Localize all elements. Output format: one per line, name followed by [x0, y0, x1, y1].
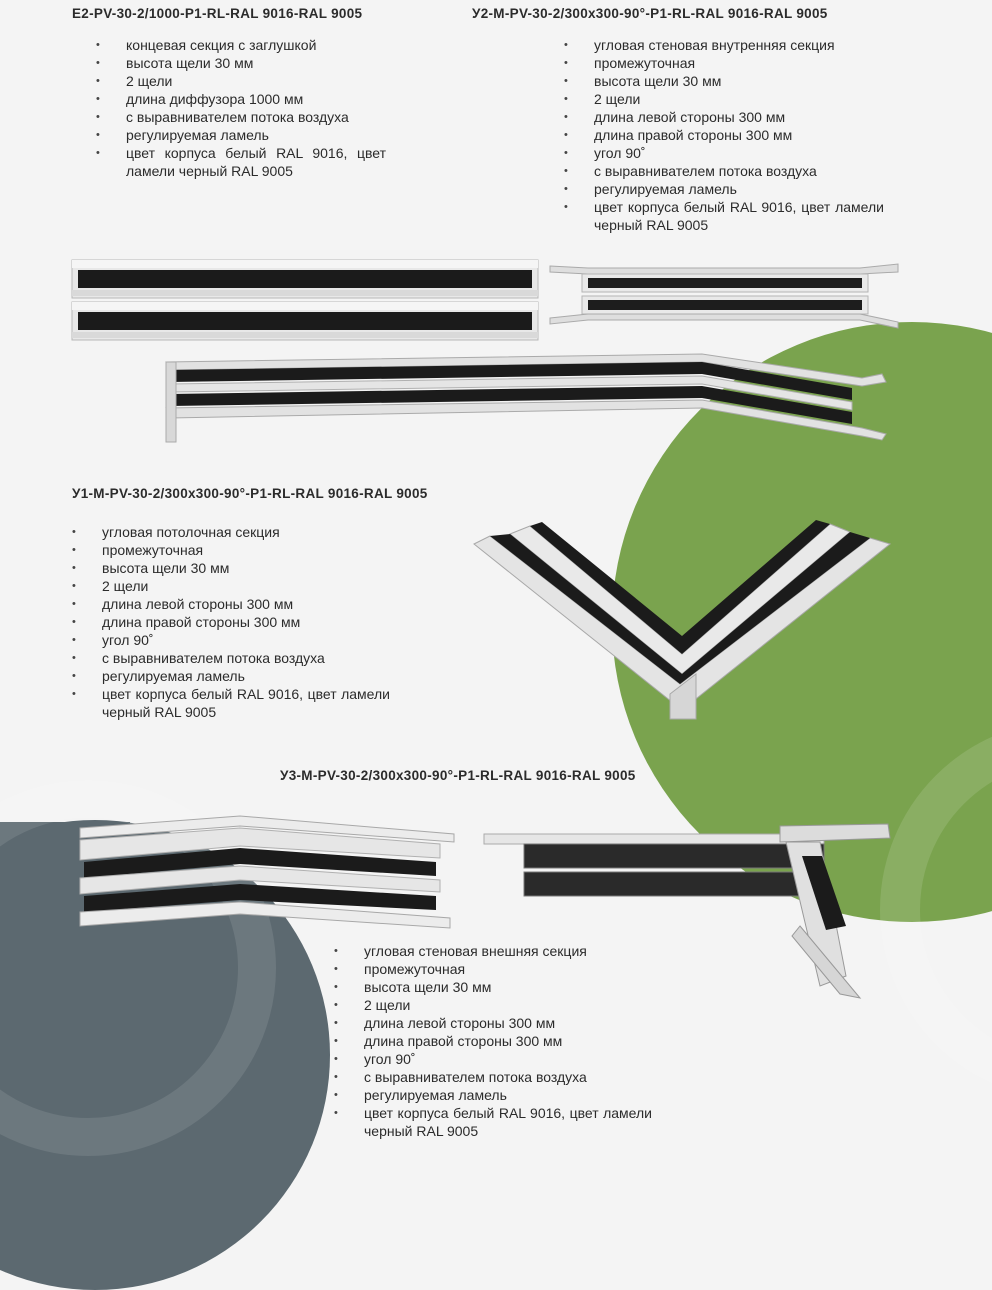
linear-diffuser-straight-image: [70, 252, 540, 344]
section-heading: E2-PV-30-2/1000-P1-RL-RAL 9016-RAL 9005: [72, 6, 363, 21]
section-heading: У2-M-PV-30-2/300x300-90°-P1-RL-RAL 9016-RAL 9005: [472, 6, 828, 21]
list-item: • с выравнивателем потока воздуха: [96, 108, 386, 126]
list-item: • угловая стеновая внутренняя секция: [564, 36, 884, 54]
list-item: • промежуточная: [334, 960, 652, 978]
list-item: • цвет корпуса белый RAL 9016, цвет ламели черный RAL 9005: [564, 198, 884, 234]
list-item: • 2 щели: [96, 72, 386, 90]
list-item: • угол 90˚: [564, 144, 884, 162]
list-item: • цвет корпуса белый RAL 9016, цвет ламели черный RAL 9005: [96, 144, 386, 180]
list-item: • длина левой стороны 300 мм: [72, 595, 390, 613]
list-item: • регулируемая ламель: [564, 180, 884, 198]
list-item: • длина левой стороны 300 мм: [564, 108, 884, 126]
list-item: • регулируемая ламель: [334, 1086, 652, 1104]
list-item: • регулируемая ламель: [96, 126, 386, 144]
section-u2: [472, 6, 902, 234]
list-item: • высота щели 30 мм: [334, 978, 652, 996]
list-item: • угловая стеновая внешняя секция: [334, 942, 652, 960]
feature-list: [334, 942, 652, 1140]
section-heading: У1-M-PV-30-2/300x300-90°-P1-RL-RAL 9016-RAL 9005: [72, 486, 428, 501]
list-item: • высота щели 30 мм: [96, 54, 386, 72]
list-item: • длина правой стороны 300 мм: [72, 613, 390, 631]
wall-outer-corner-front-image: [70, 814, 460, 944]
list-item: • с выравнивателем потока воздуха: [334, 1068, 652, 1086]
list-item: • длина диффузора 1000 мм: [96, 90, 386, 108]
feature-list: [564, 36, 884, 234]
list-item: • концевая секция с заглушкой: [96, 36, 386, 54]
list-item: • угол 90˚: [334, 1050, 652, 1068]
section-heading: У3-M-PV-30-2/300x300-90°-P1-RL-RAL 9016-RAL 9005: [280, 768, 636, 783]
list-item: • угловая потолочная секция: [72, 523, 390, 541]
list-item: • промежуточная: [72, 541, 390, 559]
list-item: • цвет корпуса белый RAL 9016, цвет ламели черный RAL 9005: [72, 685, 390, 721]
list-item: • длина правой стороны 300 мм: [564, 126, 884, 144]
wall-inner-corner-image: [548, 262, 900, 330]
list-item: • промежуточная: [564, 54, 884, 72]
list-item: • длина правой стороны 300 мм: [334, 1032, 652, 1050]
list-item: • высота щели 30 мм: [72, 559, 390, 577]
ceiling-corner-image: [470, 514, 900, 724]
list-item: • угол 90˚: [72, 631, 390, 649]
list-item: • 2 щели: [564, 90, 884, 108]
wall-inner-corner-long-image: [162, 348, 892, 444]
list-item: • 2 щели: [334, 996, 652, 1014]
list-item: • регулируемая ламель: [72, 667, 390, 685]
list-item: • высота щели 30 мм: [564, 72, 884, 90]
list-item: • с выравнивателем потока воздуха: [564, 162, 884, 180]
feature-list: [96, 36, 386, 180]
section-u3-title: [280, 768, 636, 783]
list-item: • цвет корпуса белый RAL 9016, цвет ламели черный RAL 9005: [334, 1104, 652, 1140]
list-item: • длина левой стороны 300 мм: [334, 1014, 652, 1032]
list-item: • с выравнивателем потока воздуха: [72, 649, 390, 667]
list-item: • 2 щели: [72, 577, 390, 595]
section-u3-list: [334, 942, 664, 1140]
section-u1: [72, 486, 502, 721]
section-e2: [72, 6, 392, 180]
feature-list: [72, 523, 390, 721]
